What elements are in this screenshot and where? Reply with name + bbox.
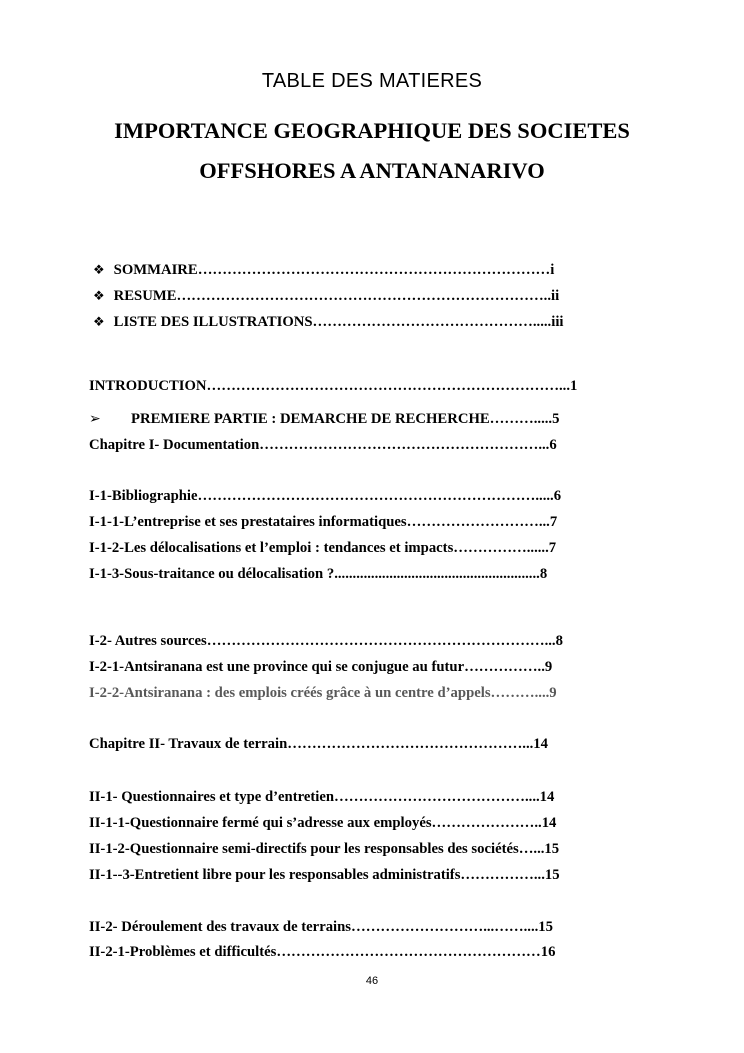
toc-entry-i-1-2: I-1-2-Les délocalisations et l’emploi : tendances et impacts……………......7 [89, 540, 557, 556]
toc-entry-ii-1-1: II-1-1-Questionnaire fermé qui s’adresse aux employés…………………..14 [89, 815, 557, 831]
toc-bullet-text: SOMMAIRE………………………………………………………………i [113, 262, 555, 278]
toc-bullet-sommaire [93, 261, 554, 279]
toc-title: TABLE DES MATIERES [261, 70, 483, 92]
toc-entry-ii-1-2: II-1-2-Questionnaire semi-directifs pour les responsables des sociétés…...15 [89, 841, 560, 857]
toc-entry-i-1: I-1-Bibliographie…………………………………………………………….....6 [89, 488, 562, 504]
toc-bullet-text: LISTE DES ILLUSTRATIONS……………………………………….....iii [113, 314, 564, 330]
toc-entry-part-one [89, 410, 559, 429]
toc-entry-i-1-1: I-1-1-L’entreprise et ses prestataires informatiques………………………...7 [89, 514, 558, 530]
arrow-bullet-icon: ➢ [89, 412, 101, 427]
toc-bullet-resume [93, 287, 559, 305]
toc-entry-ii-2: II-2- Déroulement des travaux de terrains………………………...……....15 [89, 919, 553, 935]
thesis-title-line-1: IMPORTANCE GEOGRAPHIQUE DES SOCIETES [114, 118, 630, 143]
toc-bullet-text: RESUME…………………………………………………………………..ii [113, 288, 560, 304]
toc-entry-i-2-2: I-2-2-Antsiranana : des emplois créés grâce à un centre d’appels………....9 [89, 685, 557, 701]
toc-entry-chapter-1: Chapitre I- Documentation…………………………………………………...6 [89, 437, 557, 453]
diamond-bullet-icon: ❖ [93, 314, 105, 329]
page-number: 46 [365, 975, 379, 987]
toc-entry-text: PREMIERE PARTIE : DEMARCHE DE RECHERCHE……….....5 [131, 411, 560, 427]
toc-entry-i-2: I-2- Autres sources……………………………………………………………...8 [89, 633, 563, 649]
toc-entry-chapter-2: Chapitre II- Travaux de terrain…………………………………………...14 [89, 736, 548, 752]
diamond-bullet-icon: ❖ [93, 288, 105, 303]
thesis-title-line-2: OFFSHORES A ANTANANARIVO [199, 158, 545, 183]
toc-entry-introduction: INTRODUCTION………………………………………………………………...1 [89, 378, 578, 394]
toc-entry-ii-1: II-1- Questionnaires et type d’entretien…………………………………....14 [89, 789, 555, 805]
toc-bullet-illustrations [93, 313, 563, 331]
toc-entry-i-1-3: I-1-3-Sous-traitance ou délocalisation ?........................................................8 [89, 566, 548, 582]
toc-entry-ii-1-3: II-1--3-Entretient libre pour les responsables administratifs……………...15 [89, 867, 560, 883]
toc-entry-i-2-1: I-2-1-Antsiranana est une province qui se conjugue au futur……………..9 [89, 659, 553, 675]
toc-entry-ii-2-1: II-2-1-Problèmes et difficultés………………………………………………16 [89, 944, 556, 960]
diamond-bullet-icon: ❖ [93, 262, 105, 277]
